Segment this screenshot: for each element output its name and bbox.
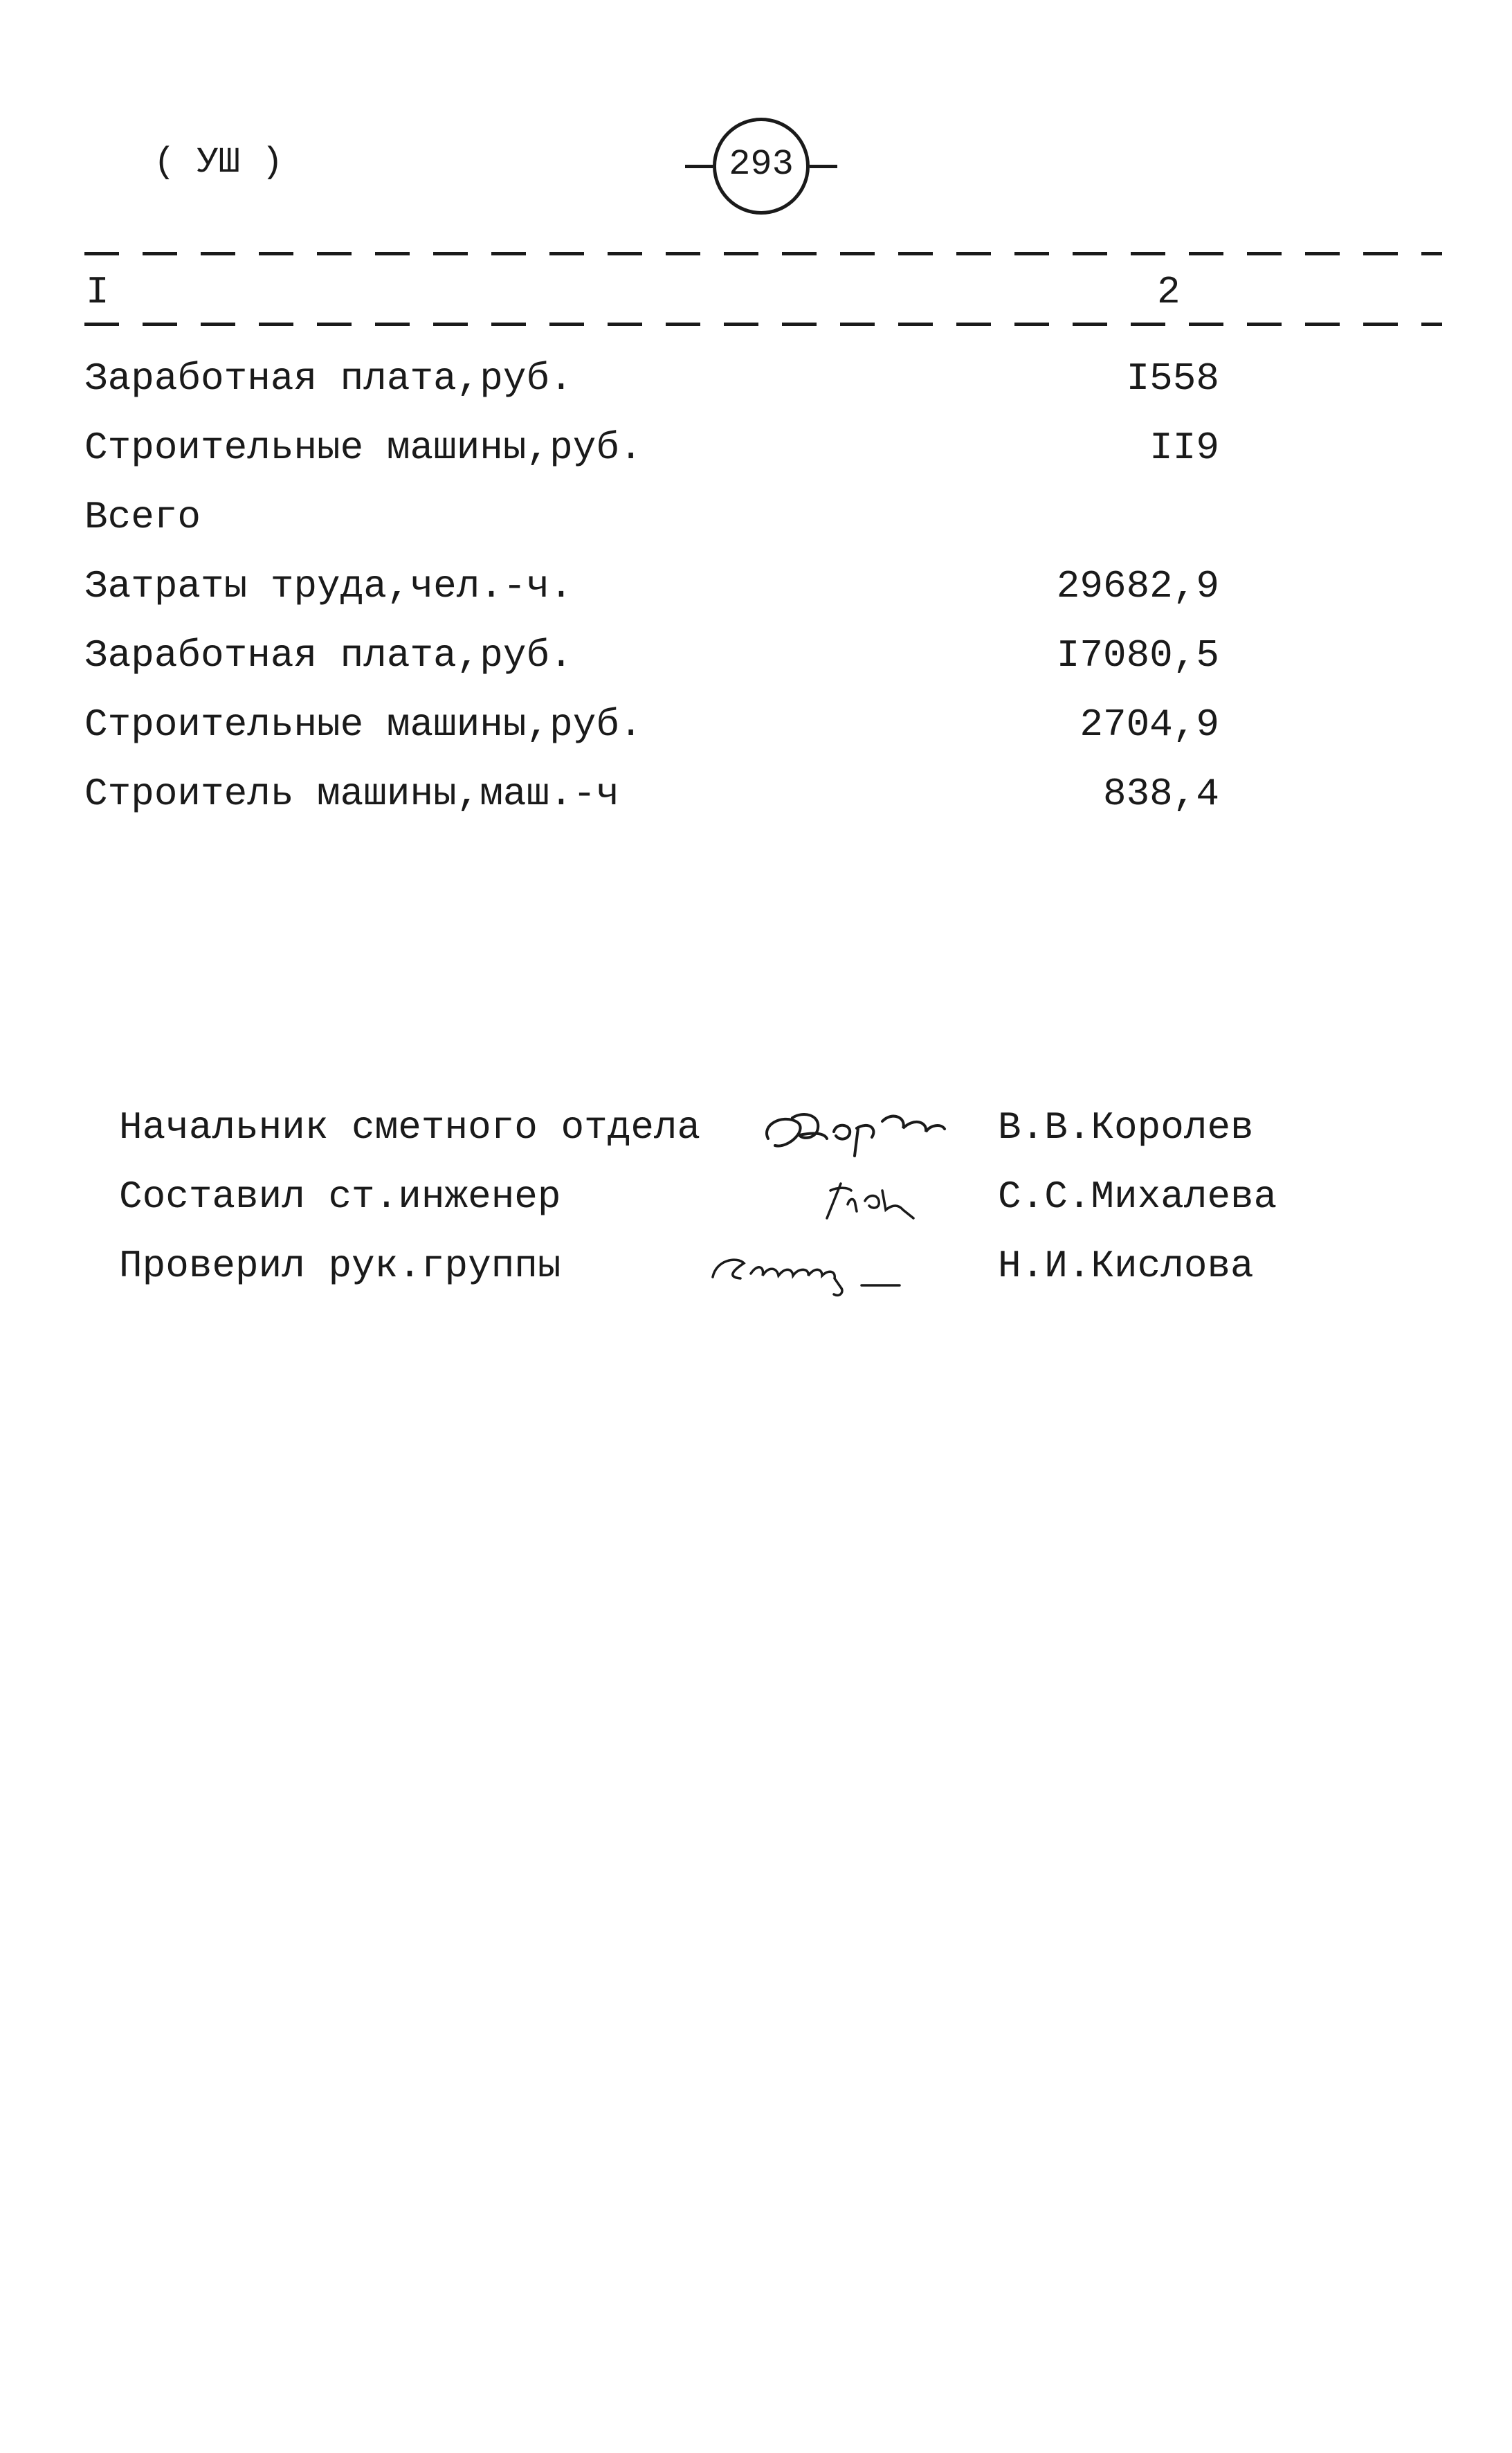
- dashed-rule-top: [84, 252, 1442, 255]
- signature-name-checker: Н.И.Кислова: [998, 1244, 1254, 1288]
- section-mark: ( УШ ): [154, 142, 284, 183]
- dashed-rule-bottom: [84, 323, 1442, 326]
- signature-role-checker: Проверил рук.группы: [119, 1244, 561, 1288]
- row-value: I7080,5: [1056, 633, 1219, 678]
- row-label: Всего: [84, 495, 201, 539]
- row-label: Заработная плата,руб.: [84, 356, 573, 401]
- page-number-badge: [685, 118, 837, 215]
- handwritten-signature-1: [754, 1090, 962, 1166]
- row-label: Строитель машины,маш.-ч: [84, 772, 619, 816]
- page-number: 293: [729, 144, 794, 185]
- signature-name-compiler: С.С.Михалева: [998, 1175, 1277, 1219]
- row-label: Заработная плата,руб.: [84, 633, 573, 678]
- row-label: Строительные машины,руб.: [84, 703, 643, 747]
- row-value: II9: [1149, 426, 1219, 470]
- handwritten-signature-3: [699, 1235, 934, 1305]
- row-label: Строительные машины,руб.: [84, 426, 643, 470]
- page-number-dash-left: [685, 165, 713, 168]
- handwritten-signature-2: [817, 1170, 934, 1232]
- row-value: 838,4: [1102, 772, 1219, 816]
- row-value: 2704,9: [1080, 703, 1219, 747]
- signature-role-compiler: Составил ст.инженер: [119, 1175, 561, 1219]
- column-header-2: 2: [1157, 270, 1181, 314]
- signature-role-head: Начальник сметного отдела: [119, 1105, 701, 1150]
- signature-name-head: В.В.Королев: [998, 1105, 1254, 1150]
- row-value: 29682,9: [1056, 564, 1219, 608]
- row-value: I558: [1126, 356, 1219, 401]
- column-header-1: I: [86, 270, 109, 314]
- row-label: Затраты труда,чел.-ч.: [84, 564, 573, 608]
- page-number-dash-right: [810, 165, 837, 168]
